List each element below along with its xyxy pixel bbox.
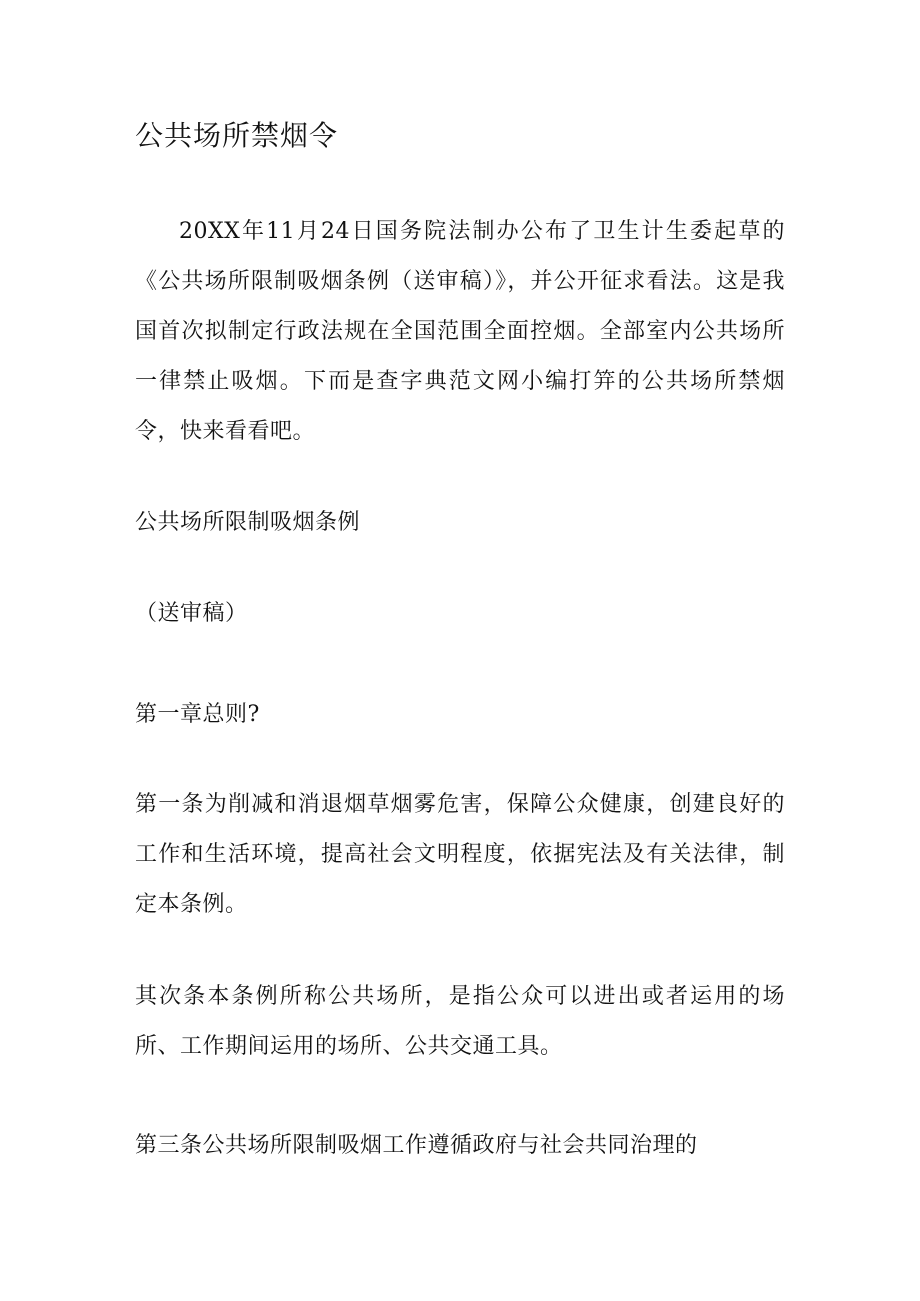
article-1-paragraph: 第一条为削减和消退烟草烟雾危害，保障公众健康，创建良好的工作和生活环境，提高社会文明程度，依据宪法及有关法律，制定本条例。 xyxy=(135,792,785,917)
intro-paragraph: 20XX年11月24日国务院法制办公布了卫生计生委起草的《公共场所限制吸烟条例（送审稿）》，并公开征求看法。这是我国首次拟制定行政法规在全国范围全面控烟。全部室内公共场所一律禁止吸烟。下而是查字典范文网小编打笄的公共场所禁烟令，快来看看吧。 xyxy=(135,219,785,444)
article-2-paragraph: 其次条本条例所称公共场所，是指公众可以进出或者运用的场所、工作期间运用的场所、公共交通工具。 xyxy=(135,984,785,1059)
chapter-heading: 第一章总则? xyxy=(135,702,260,727)
article-3-paragraph: 第三条公共场所限制吸烟工作遵循政府与社会共同治理的 xyxy=(135,1133,698,1158)
draft-note: （送审稿） xyxy=(135,601,248,626)
document-title: 公共场所禁烟令 xyxy=(135,119,339,152)
regulation-title: 公共场所限制吸烟条例 xyxy=(135,510,361,535)
